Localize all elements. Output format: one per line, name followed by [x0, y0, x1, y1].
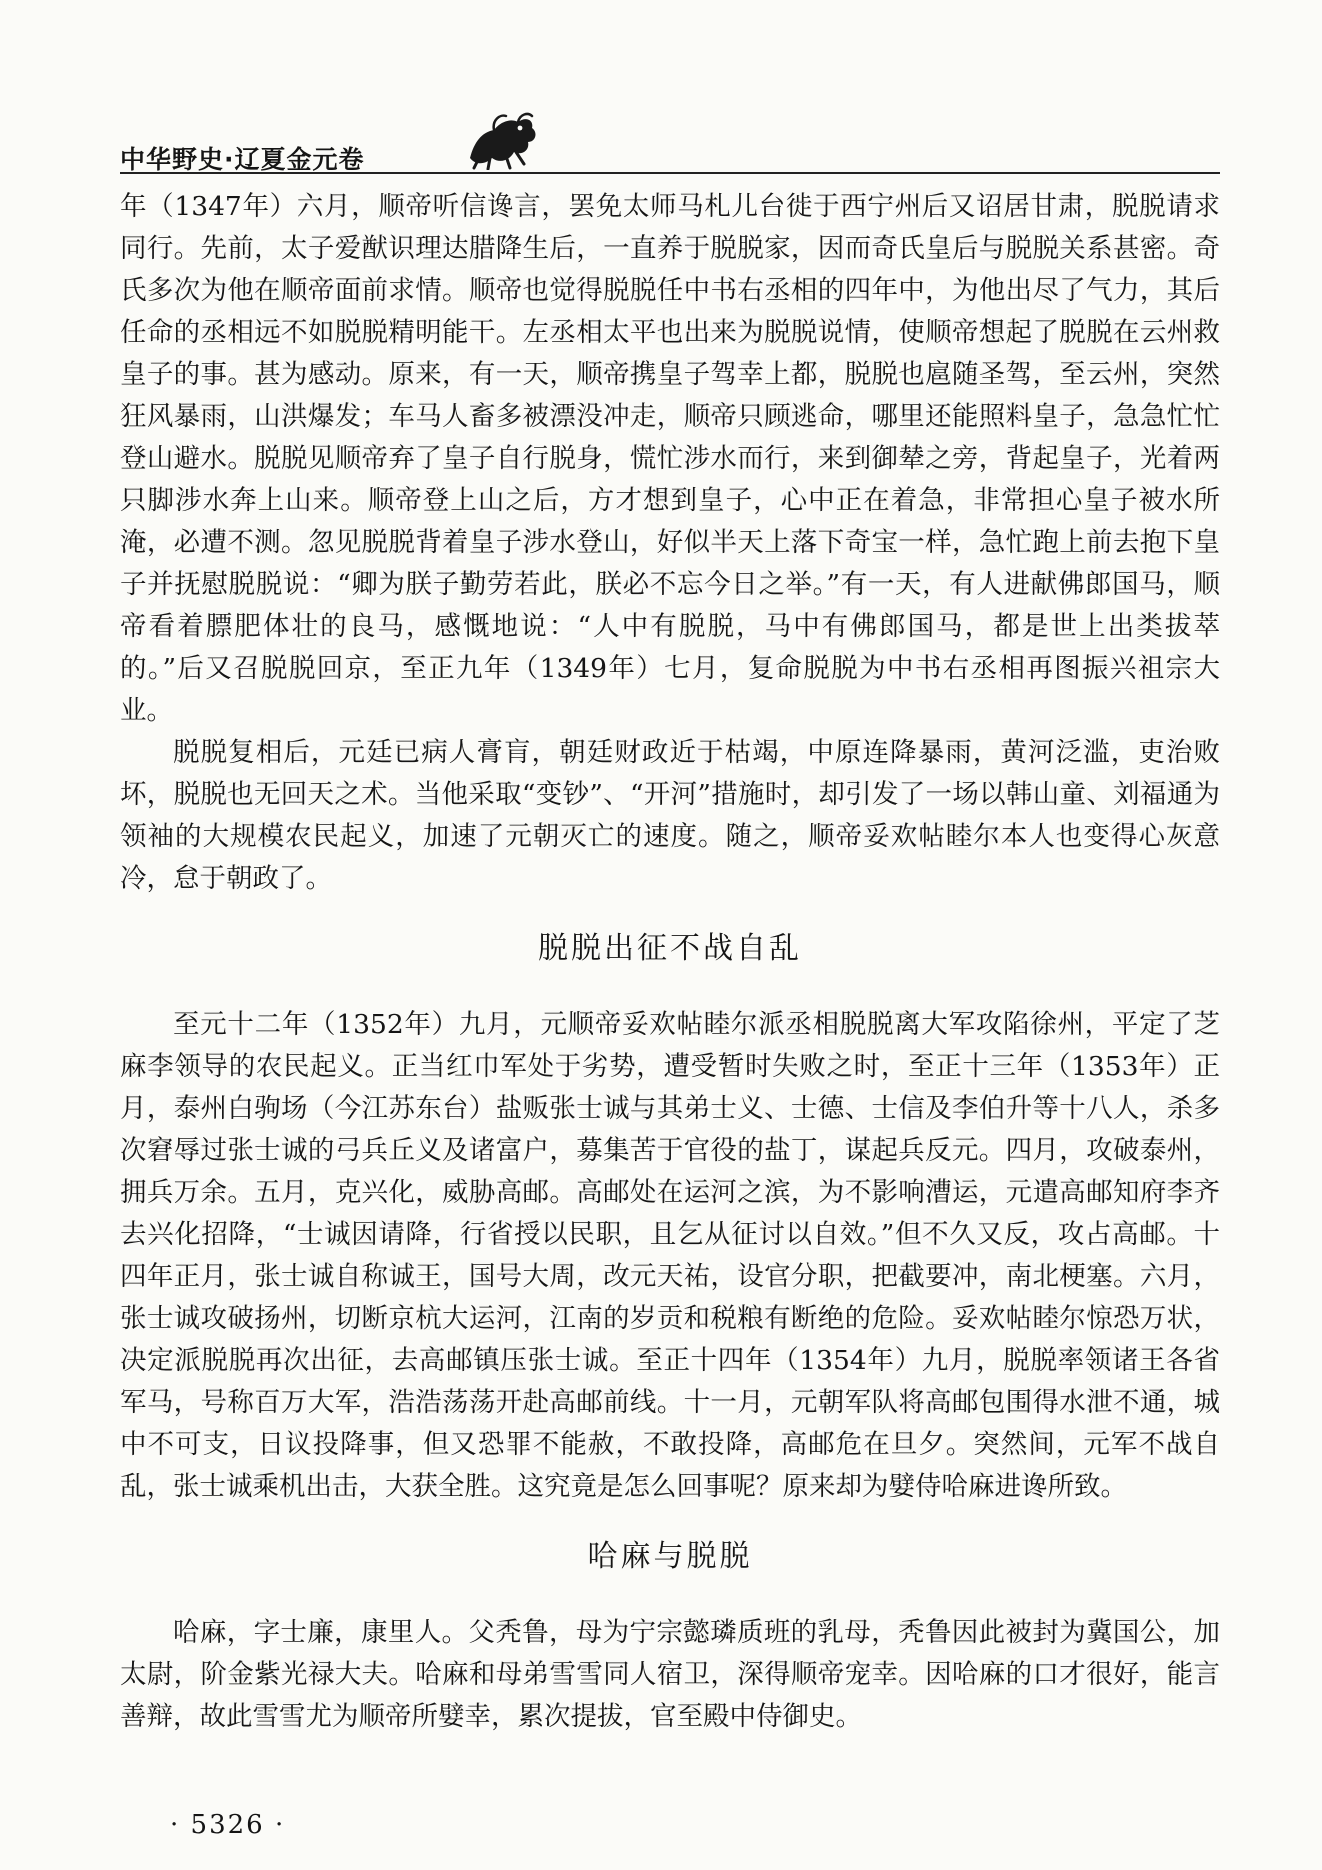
book-title: 中华野史·辽夏金元卷 — [120, 145, 365, 174]
section-heading: 哈麻与脱脱 — [587, 1539, 753, 1574]
section-heading: 脱脱出征不战自乱 — [538, 931, 802, 966]
body-paragraph: 至元十二年（1352年）九月，元顺帝妥欢帖睦尔派丞相脱脱离大军攻陷徐州，平定了芝麻李领导的农民起义。正当红巾军处于劣势，遭受暂时失败之时，至正十三年（1353年）正月，泰州白驹场（今江苏东台）盐贩张士诚与其弟士义、士德、士信及李伯升等十八人，杀多次窘辱过张士诚的弓兵丘义及诸富户，募集苦于官役的盐丁，谋起兵反元。四月，攻破泰州，拥兵万余。五月，克兴化，威胁高邮。高邮处在运河之滨，为不影响漕运，元遣高邮知府李齐去兴化招降，“士诚因请降，行省授以民职，且乞从征讨以自效。”但不久又反，攻占高邮。十四年正月，张士诚自称诚王，国号大周，改元天祐，设官分职，把截要冲，南北梗塞。六月，张士诚攻破扬州，切断京杭大运河，江南的岁贡和税粮有断绝的危险。妥欢帖睦尔惊恐万状，决定派脱脱再次出征，去高邮镇压张士诚。至正十四年（1354年）九月，脱脱率领诸王各省军马，号称百万大军，浩浩荡荡开赴高邮前线。十一月，元朝军队将高邮包围得水泄不通，城中不可支，日议投降事，但又恐罪不能赦，不敢投降，高邮危在旦夕。突然间，元军不战自乱，张士诚乘机出击，大获全胜。这究竟是怎么回事呢？原来却为嬖侍哈麻进谗所致。 — [120, 1009, 1220, 1502]
header-divider — [120, 172, 1220, 174]
page-number: · 5326 · — [170, 1810, 286, 1840]
page-body — [120, 186, 1220, 1738]
dragon-emblem-icon — [460, 112, 542, 170]
body-paragraph: 脱脱复相后，元廷已病人膏肓，朝廷财政近于枯竭，中原连降暴雨，黄河泛滥，吏治败坏，脱脱也无回天之术。当他采取“变钞”、“开河”措施时，却引发了一场以韩山童、刘福通为领袖的大规模农民起义，加速了元朝灭亡的速度。随之，顺帝妥欢帖睦尔本人也变得心灰意冷，怠于朝政了。 — [120, 737, 1220, 894]
body-paragraph: 哈麻，字士廉，康里人。父秃鲁，母为宁宗懿璘质班的乳母，秃鲁因此被封为冀国公，加太尉，阶金紫光禄大夫。哈麻和母弟雪雪同人宿卫，深得顺帝宠幸。因哈麻的口才很好，能言善辩，故此雪雪尤为顺帝所嬖幸，累次提拔，官至殿中侍御史。 — [120, 1617, 1220, 1732]
running-header — [120, 112, 1220, 174]
body-paragraph: 年（1347年）六月，顺帝听信谗言，罢免太师马札儿台徙于西宁州后又诏居甘肃，脱脱请求同行。先前，太子爱猷识理达腊降生后，一直养于脱脱家，因而奇氏皇后与脱脱关系甚密。奇氏多次为他在顺帝面前求情。顺帝也觉得脱脱任中书右丞相的四年中，为他出尽了气力，其后任命的丞相远不如脱脱精明能干。左丞相太平也出来为脱脱说情，使顺帝想起了脱脱在云州救皇子的事。甚为感动。原来，有一天，顺帝携皇子驾幸上都，脱脱也扈随圣驾，至云州，突然狂风暴雨，山洪爆发；车马人畜多被漂没冲走，顺帝只顾逃命，哪里还能照料皇子，急急忙忙登山避水。脱脱见顺帝弃了皇子自行脱身，慌忙涉水而行，来到御辇之旁，背起皇子，光着两只脚涉水奔上山来。顺帝登上山之后，方才想到皇子，心中正在着急，非常担心皇子被水所淹，必遭不测。忽见脱脱背着皇子涉水登山，好似半天上落下奇宝一样，急忙跑上前去抱下皇子并抚慰脱脱说：“卿为朕子勤劳若此，朕必不忘今日之举。”有一天，有人进献佛郎国马，顺帝看着膘肥体壮的良马，感慨地说：“人中有脱脱，马中有佛郎国马，都是世上出类拔萃的。”后又召脱脱回京，至正九年（1349年）七月，复命脱脱为中书右丞相再图振兴祖宗大业。 — [120, 191, 1220, 726]
